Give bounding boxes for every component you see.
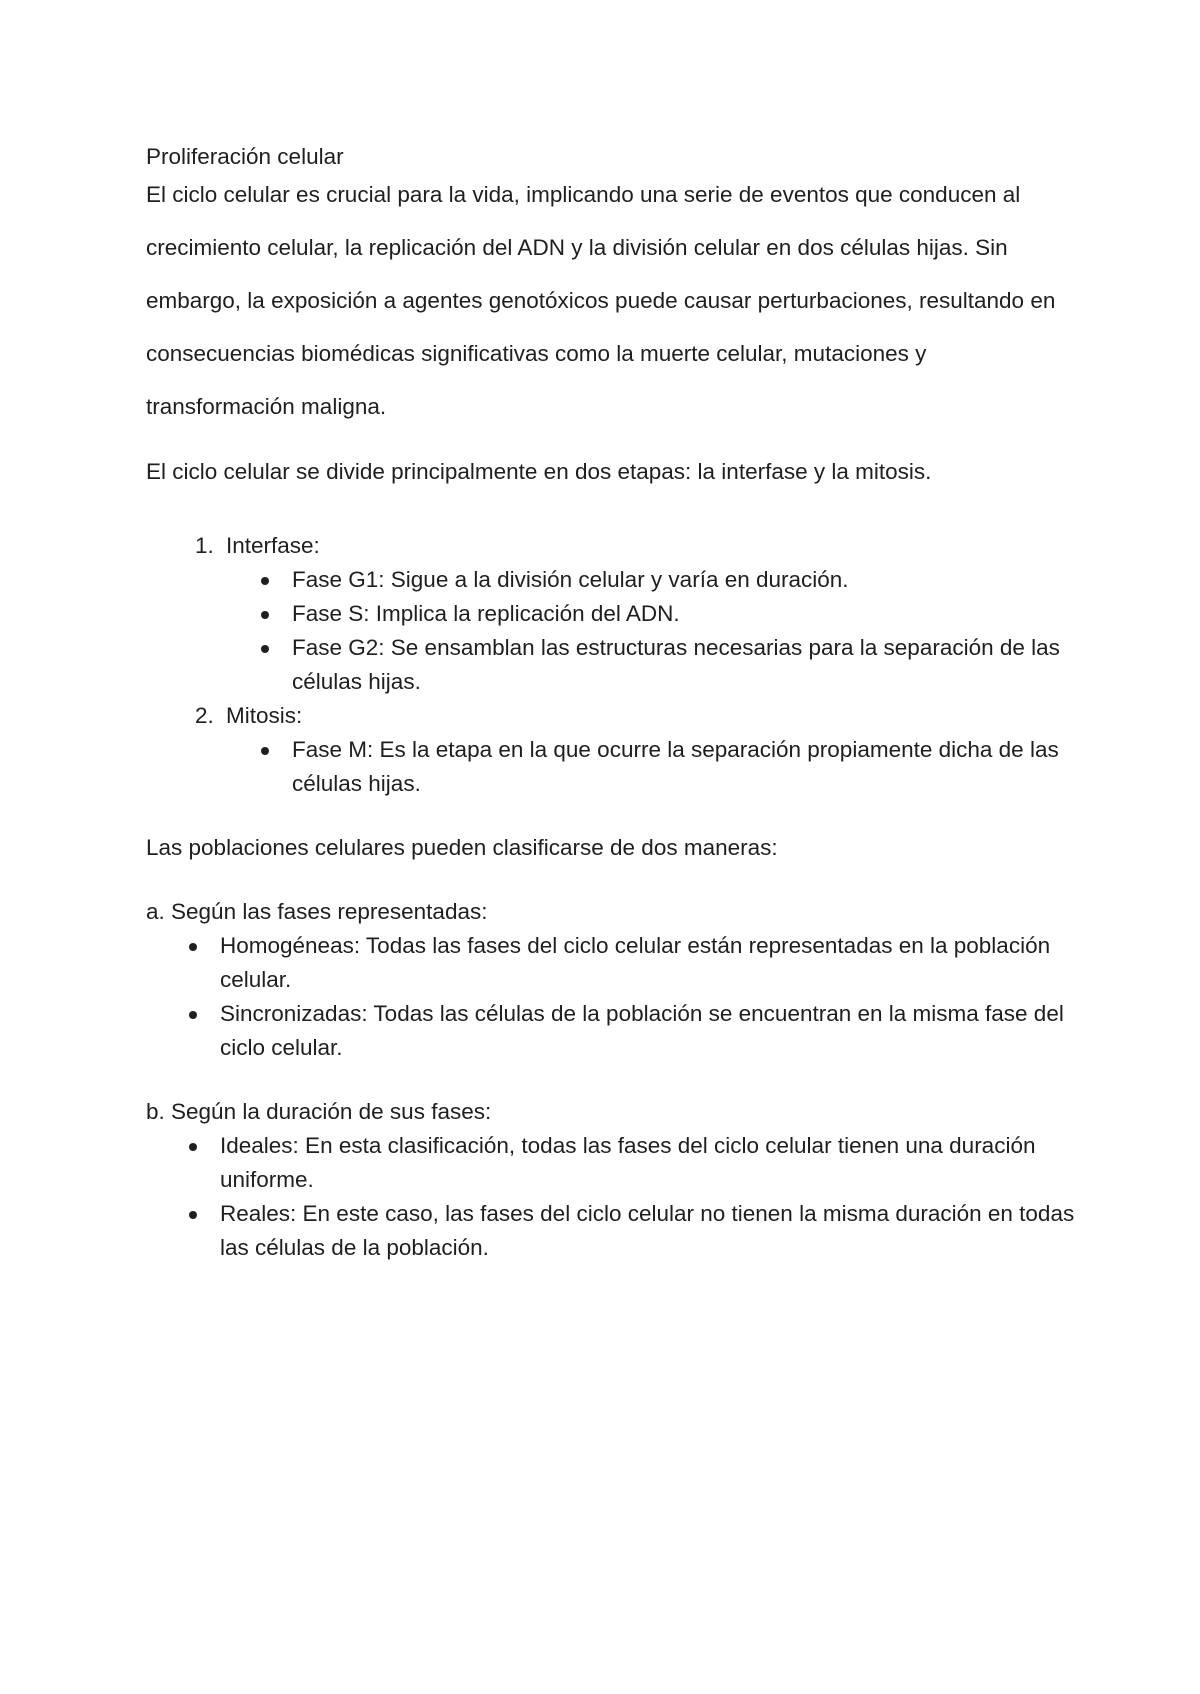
phase-item-s: Fase S: Implica la replicación del ADN. [292, 597, 1076, 631]
stage-item-interfase [220, 529, 1076, 699]
cycle-division-paragraph: El ciclo celular se divide principalmente en dos etapas: la interfase y la mitosis. [146, 459, 932, 484]
stages-list [146, 529, 1076, 801]
phase-list [226, 733, 1076, 801]
list-item: Homogéneas: Todas las fases del ciclo celular están representadas en la población celular. [220, 929, 1076, 997]
stage-item-mitosis [220, 699, 1076, 801]
class-b-list [146, 1129, 1076, 1265]
populations-paragraph: Las poblaciones celulares pueden clasificarse de dos maneras: [146, 835, 778, 860]
class-b-heading: b. Según la duración de sus fases: [146, 1099, 492, 1124]
intro-paragraph: El ciclo celular es crucial para la vida, implicando una serie de eventos que conducen al crecimiento celular, la replicación del ADN y la división celular en dos células hijas. Sin embargo, la exposición a agentes genotóxicos puede causar perturbaciones, resultando en consecuencias biomédicas significativas como la muerte celular, mutaciones y transformación maligna. [146, 182, 1056, 419]
phase-list [226, 563, 1076, 699]
phase-item-m: Fase M: Es la etapa en la que ocurre la separación propiamente dicha de las células hijas. [292, 733, 1076, 801]
document-title: Proliferación celular [146, 144, 344, 169]
phase-item-g1: Fase G1: Sigue a la división celular y varía en duración. [292, 563, 1076, 597]
class-a-list [146, 929, 1076, 1065]
stage-label: Interfase: [226, 533, 320, 558]
list-item: Reales: En este caso, las fases del ciclo celular no tienen la misma duración en todas las células de la población. [220, 1197, 1076, 1265]
list-item: Sincronizadas: Todas las células de la población se encuentran en la misma fase del ciclo celular. [220, 997, 1076, 1065]
document-page [146, 140, 1076, 1265]
phase-item-g2: Fase G2: Se ensamblan las estructuras necesarias para la separación de las células hijas. [292, 631, 1076, 699]
class-a-heading: a. Según las fases representadas: [146, 899, 488, 924]
stage-label: Mitosis: [226, 703, 303, 728]
list-item: Ideales: En esta clasificación, todas las fases del ciclo celular tienen una duración uniforme. [220, 1129, 1076, 1197]
